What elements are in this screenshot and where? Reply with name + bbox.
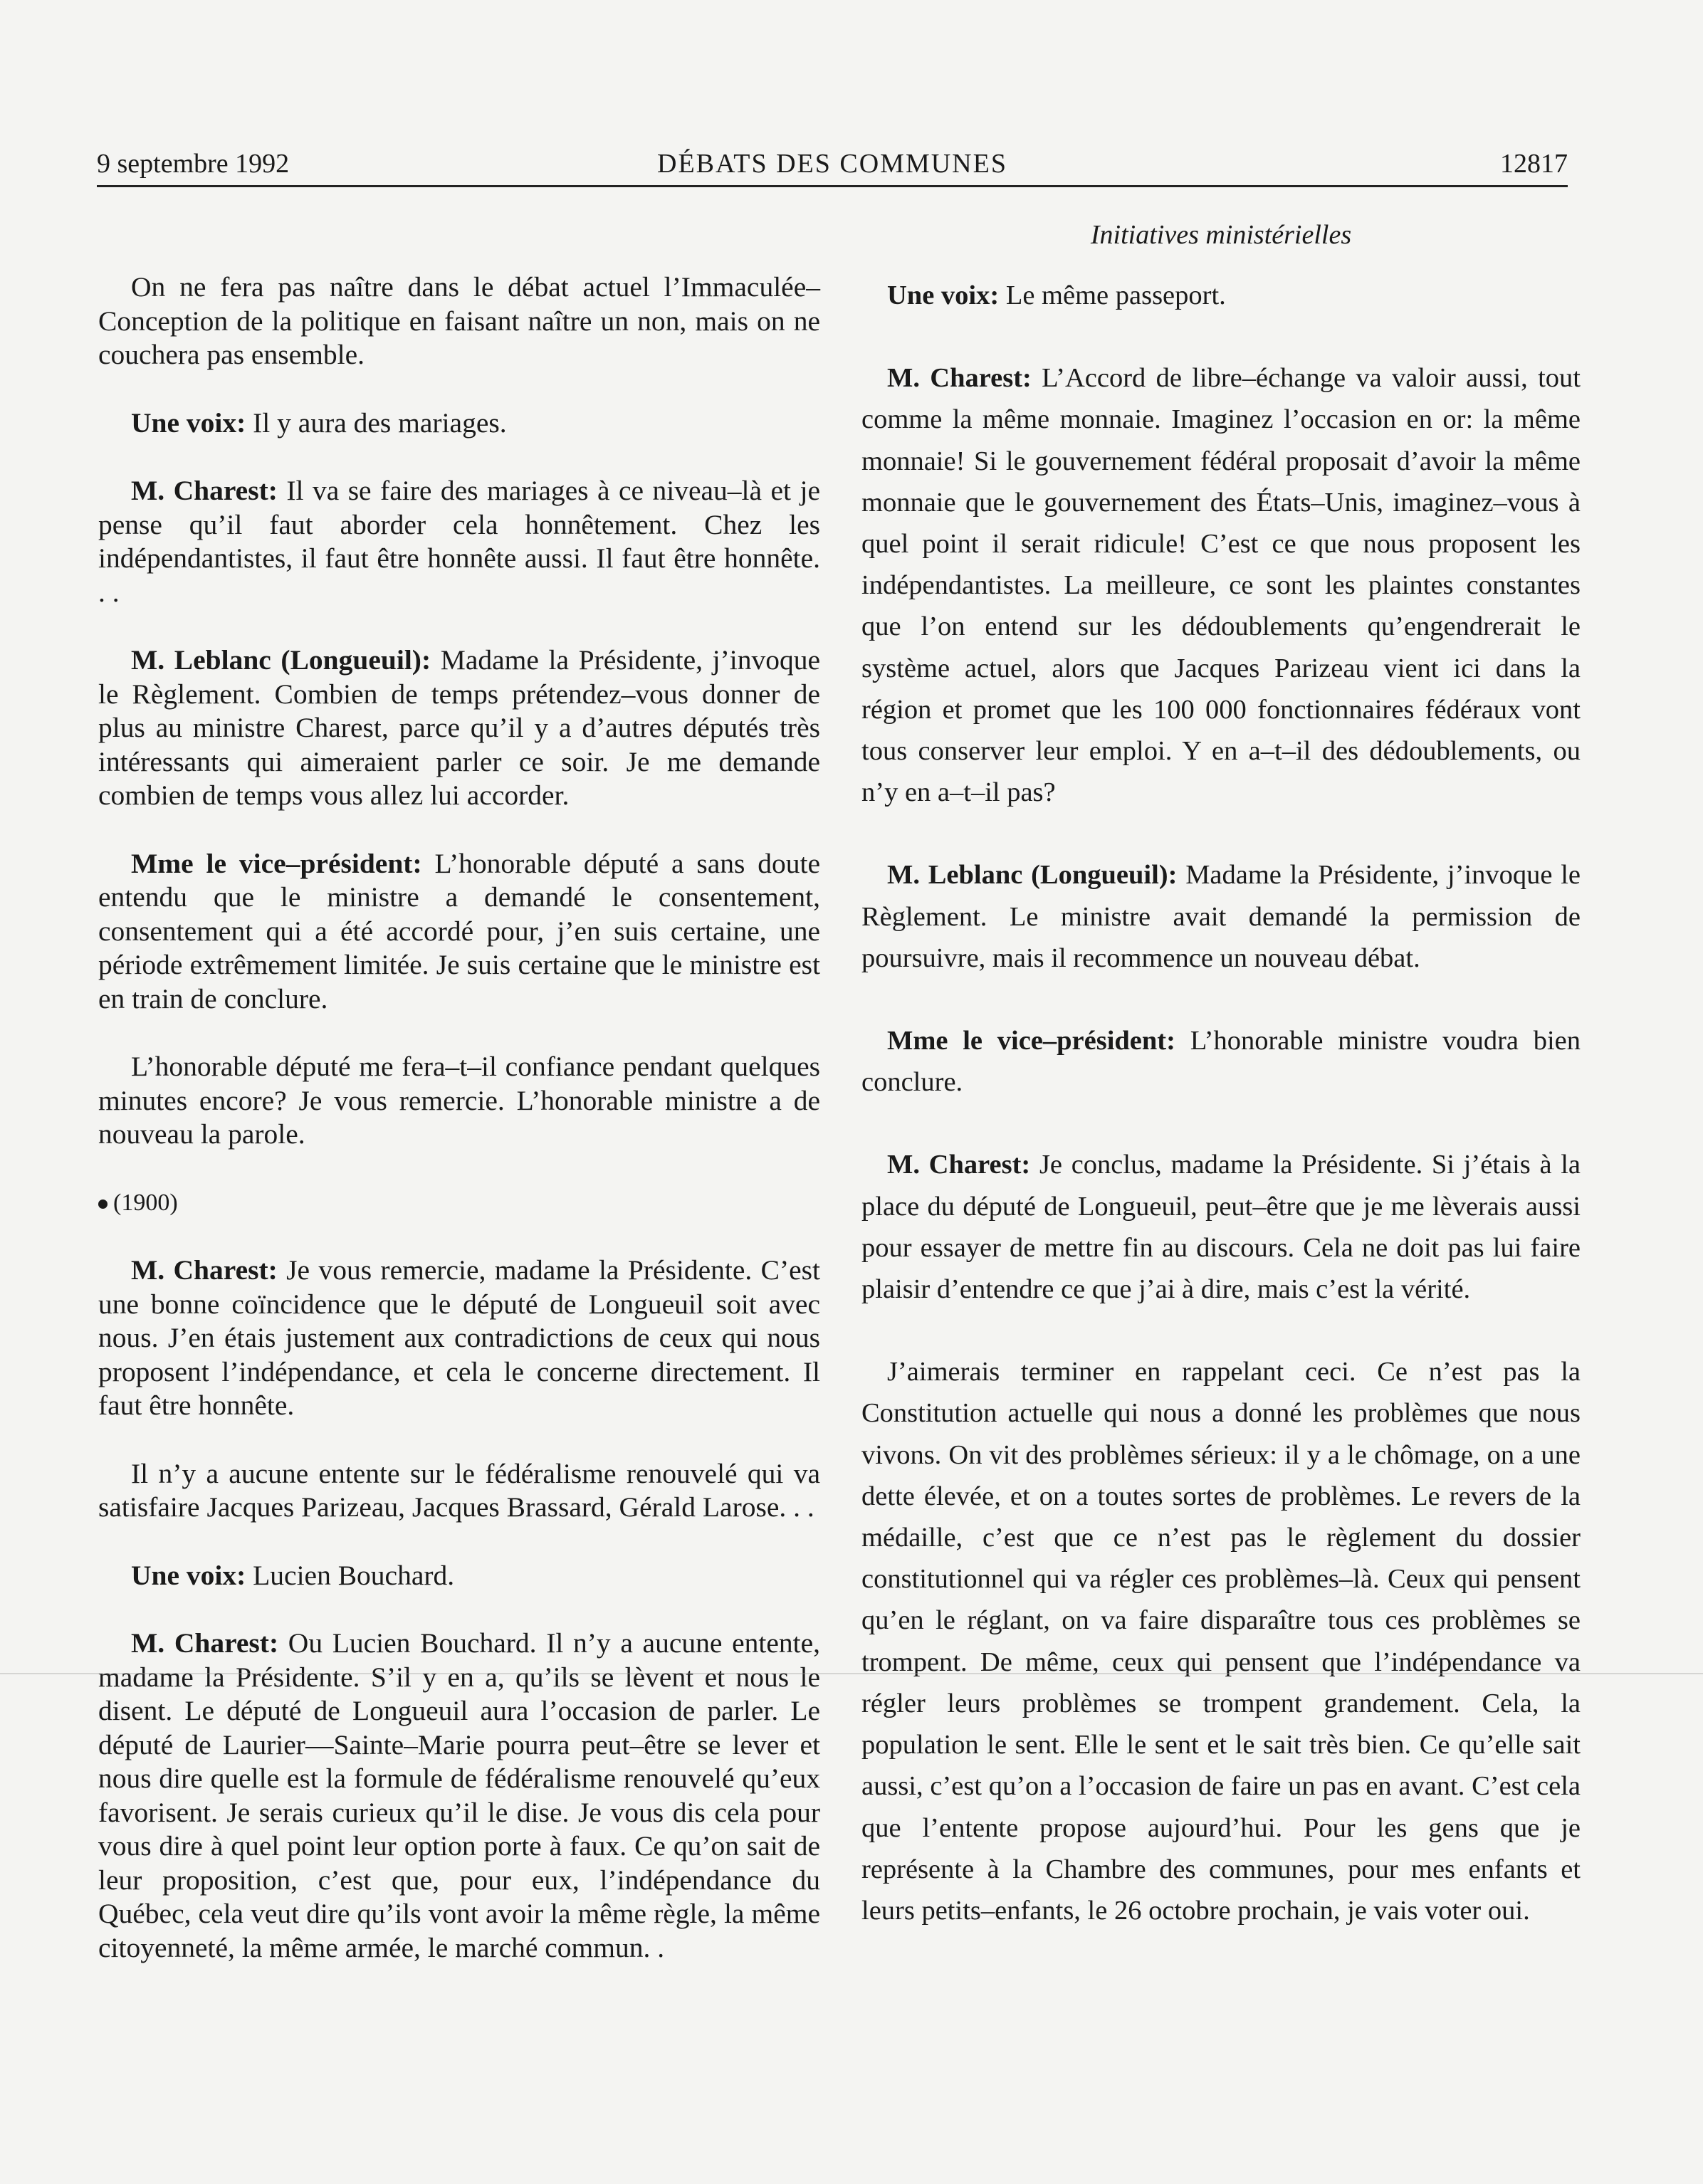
header-page-number: 12817 — [1500, 149, 1568, 179]
paragraph — [98, 644, 820, 813]
left-column — [98, 271, 820, 1999]
paragraph — [861, 854, 1581, 979]
speaker-name: Une voix: — [887, 280, 1000, 310]
speech-text: Ou Lucien Bouchard. Il n’y a aucune entente, madame la Présidente. S’il y en a, qu’ils se lèvent et nous le disent. Le député de Longueuil aura l’occasion de parler. Le député de Laurier—Sainte–Marie pourra peut–être se lever et nous dire quelle est la formule de fédéralisme renouvelé qu’eux favorisent. Je serais curieux qu’il le dise. Je vous dis cela pour vous dire à quel point leur option porte à faux. Ce qu’on sait de leur proposition, c’est que, pour eux, l’indépendance du Québec, cela veut dire qu’ils vont avoir la même règle, la même citoyenneté, la même armée, le marché commun. . — [98, 1627, 820, 1963]
paragraph — [861, 1144, 1581, 1310]
speech-text: Le même passeport. — [1005, 280, 1226, 310]
speaker-name: M. Charest: — [887, 1150, 1031, 1180]
speaker-name: M. Charest: — [131, 475, 278, 506]
header-date: 9 septembre 1992 — [97, 149, 290, 179]
speech-text: Je conclus, madame la Présidente. Si j’étais à la place du député de Longueuil, peut–être que je me lèverais aussi pour essayer de mettre fin au discours. Cela ne doit pas lui faire plaisir d’entendre ce que j’ai à dire, mais c’est la vérité. — [861, 1150, 1581, 1305]
paragraph: On ne fera pas naître dans le débat actuel l’Immaculée–Conception de la politique en faisant naître un non, mais on ne couchera pas ensemble. — [98, 271, 820, 370]
speech-text: Madame la Présidente, j’invoque le Règlement. Le ministre avait demandé la permission de poursuivre, mais il recommence un nouveau débat. — [861, 860, 1581, 973]
paragraph — [98, 1254, 820, 1423]
right-column — [861, 275, 1581, 1973]
paragraph: Il n’y a aucune entente sur le fédéralisme renouvelé qui va satisfaire Jacques Parizeau, Jacques Brassard, Gérald Larose. . . — [98, 1457, 820, 1523]
speech-text: Je vous remercie, madame la Présidente. C’est une bonne coïncidence que le député de Longueuil soit avec nous. J’en étais justement aux contradictions de ceux qui nous proposent l’indépendance, et cela le concerne directement. Il faut être honnête. — [98, 1254, 820, 1421]
speech-text: L’Accord de libre–échange va valoir aussi, tout comme la même monnaie. Imaginez l’occasion en or: la même monnaie! Si le gouvernement fédéral proposait d’avoir la même monnaie que le gouvernement des États–Unis, imaginez–vous à quel point il serait ridicule! C’est ce que nous proposent les indépendantistes. La meilleure, ce sont les plaintes constantes que l’on entend sur les dédoublements qu’engendrerait le système actuel, alors que Jacques Parizeau vient ici dans la région et promet que les 100 000 fonctionnaires fédéraux vont tous conserver leur emploi. Y en a–t–il des dédoublements, ou n’y en a–t–il pas? — [861, 363, 1581, 808]
paragraph — [98, 847, 820, 1017]
paragraph — [861, 357, 1581, 813]
paragraph — [98, 406, 820, 441]
page-crease — [0, 1673, 1703, 1674]
paragraph — [861, 275, 1581, 316]
paragraph — [98, 474, 820, 609]
speech-text: L’honorable député a sans doute entendu que le ministre a demandé le consentement, consentement qui a été accordé pour, j’en suis certaine, une période extrêmement limitée. Je suis certaine que le ministre est en train de conclure. — [98, 847, 821, 1014]
header-title: DÉBATS DES COMMUNES — [657, 149, 1007, 179]
speaker-name: M. Charest: — [131, 1254, 278, 1286]
paragraph: L’honorable député me fera–t–il confiance pendant quelques minutes encore? Je vous remercie. L’honorable ministre a de nouveau la parole. — [98, 1051, 820, 1150]
speaker-name: Une voix: — [131, 406, 246, 439]
paragraph: J’aimerais terminer en rappelant ceci. Ce n’est pas la Constitution actuelle qui nous a donné les problèmes que nous vivons. On vit des problèmes sérieux: il y a le chômage, on a une dette élevée, et on a toutes sortes de problèmes. Le revers de la médaille, c’est que ce n’est pas le règlement du dossier constitutionnel qui va régler ces problèmes–là. Ceux qui pensent qu’en le réglant, on va faire disparaître tous ces problèmes se trompent. De même, ceux qui pensent que l’indépendance va régler leurs problèmes se trompent grandement. Cela, la population le sent. Elle le sent et le sait très bien. Ce qu’elle sait aussi, c’est qu’on a l’occasion de faire un pas en avant. C’est cela que l’entente propose aujourd’hui. Pour les gens que je représente à la Chambre des communes, pour mes enfants et leurs petits–enfants, le 26 octobre prochain, je vais voter oui. — [861, 1357, 1581, 1926]
speaker-name: Une voix: — [131, 1559, 246, 1591]
speaker-name: M. Charest: — [887, 363, 1032, 394]
paragraph — [861, 1020, 1581, 1103]
speaker-name: Mme le vice–président: — [131, 847, 422, 879]
time-marker-text: (1900) — [113, 1189, 178, 1216]
section-label: Initiatives ministérielles — [1090, 220, 1352, 250]
speaker-name: M. Leblanc (Longueuil): — [887, 860, 1178, 891]
speaker-name: M. Charest: — [131, 1627, 279, 1659]
paragraph — [98, 1627, 820, 1965]
speech-text: Lucien Bouchard. — [253, 1559, 455, 1591]
speech-text: Il va se faire des mariages à ce niveau–là et je pense qu’il faut aborder cela honnêtement. Chez les indépendantistes, il faut être honnête aussi. Il faut être honnête. . . — [98, 475, 820, 608]
time-marker — [98, 1186, 820, 1220]
paragraph — [98, 1559, 820, 1593]
speech-text: Madame la Présidente, j’invoque le Règlement. Combien de temps prétendez–vous donner de plus au ministre Charest, parce qu’il y a d’autres députés très intéressants qui aimeraient parler ce soir. Je me demande combien de temps vous allez lui accorder. — [98, 644, 821, 811]
speech-text: L’honorable ministre voudra bien conclure. — [861, 1026, 1581, 1098]
speaker-name: Mme le vice–président: — [887, 1026, 1175, 1056]
bullet-icon — [98, 1199, 108, 1209]
speech-text: Il y aura des mariages. — [253, 406, 507, 439]
page-header — [97, 142, 1568, 187]
speaker-name: M. Leblanc (Longueuil): — [131, 644, 431, 676]
